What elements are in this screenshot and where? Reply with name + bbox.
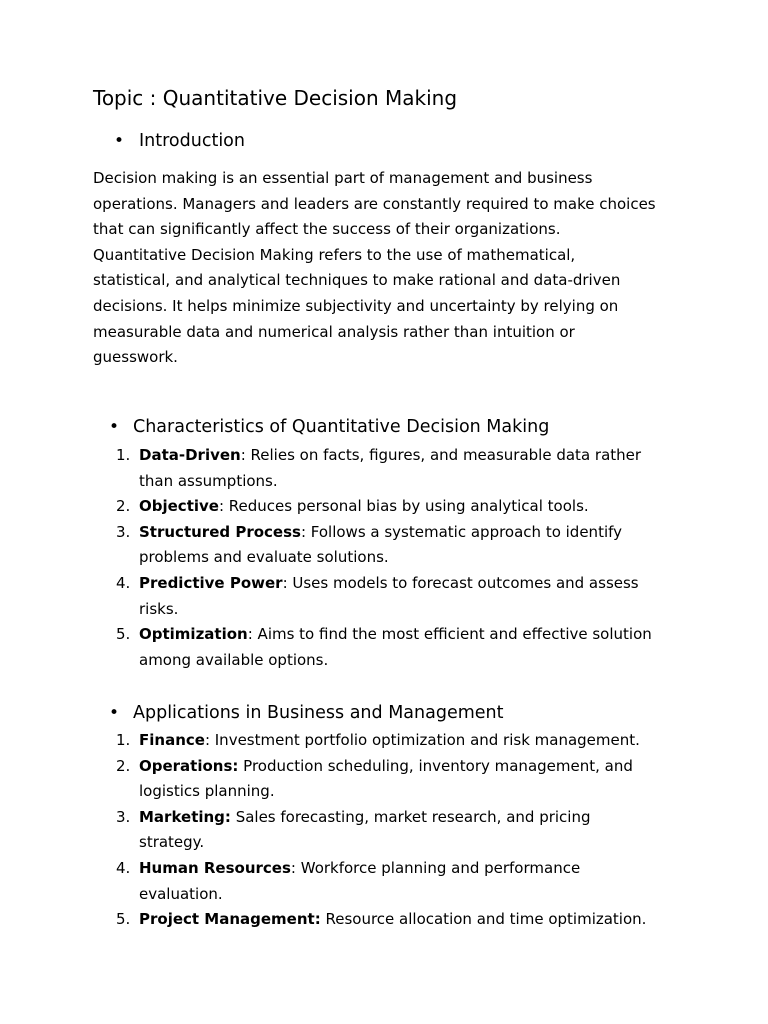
list-item <box>0 856 768 907</box>
list-text-cont: than assumptions. <box>139 471 278 490</box>
list-item <box>0 805 768 856</box>
bullet-icon: • <box>109 417 120 437</box>
paragraph-line: that can significantly affect the success of their organizations. <box>93 220 561 239</box>
list-item <box>0 443 768 494</box>
list-number: 1. <box>116 446 131 464</box>
intro-heading <box>114 129 414 153</box>
list-item <box>0 754 768 805</box>
paragraph-line: measurable data and numerical analysis rather than intuition or <box>93 322 575 341</box>
list-text-cont: strategy. <box>139 833 205 852</box>
page-title: Topic : Quantitative Decision Making <box>93 86 458 110</box>
applications-heading <box>109 701 609 725</box>
list-number: 1. <box>116 731 131 749</box>
list-number: 3. <box>116 807 131 826</box>
characteristics-list <box>0 443 768 673</box>
list-text-cont: among available options. <box>139 650 329 669</box>
bullet-icon: • <box>109 703 120 723</box>
paragraph-line: statistical, and analytical techniques to make rational and data-driven <box>93 271 621 290</box>
list-text: Resource allocation and time optimization. <box>320 910 647 929</box>
paragraph-line: decisions. It helps minimize subjectivity and uncertainty by relying on <box>93 296 619 315</box>
list-text: : Reduces personal bias by using analytical tools. <box>218 497 589 516</box>
list-number: 4. <box>116 858 131 877</box>
list-term: Data-Driven <box>139 446 241 464</box>
list-number: 5. <box>116 910 131 929</box>
list-term: Structured Process <box>139 522 301 541</box>
list-text: : Follows a systematic approach to identify <box>300 522 623 541</box>
list-number: 4. <box>116 573 131 592</box>
characteristics-heading-text: Characteristics of Quantitative Decision Making <box>133 417 550 437</box>
paragraph-line: guesswork. <box>93 348 178 367</box>
list-term: Operations: <box>139 756 239 775</box>
list-number: 2. <box>116 756 131 775</box>
list-text-cont: problems and evaluate solutions. <box>139 548 389 567</box>
characteristics-heading <box>109 415 609 439</box>
list-text: Sales forecasting, market research, and pricing <box>230 807 591 826</box>
list-text-cont: logistics planning. <box>139 782 275 801</box>
list-number: 3. <box>116 522 131 541</box>
list-term: Finance <box>139 731 205 749</box>
list-text: : Investment portfolio optimization and risk management. <box>204 731 640 749</box>
list-item <box>0 622 768 673</box>
list-item <box>0 520 768 571</box>
list-item <box>0 907 768 933</box>
paragraph-line: operations. Managers and leaders are constantly required to make choices <box>93 194 656 213</box>
list-text-cont: evaluation. <box>139 884 223 903</box>
list-item <box>0 571 768 622</box>
list-term: Objective <box>139 497 219 516</box>
applications-heading-text: Applications in Business and Management <box>133 703 504 723</box>
list-term: Predictive Power <box>139 573 283 592</box>
list-term: Human Resources <box>139 858 291 877</box>
list-text: : Workforce planning and performance <box>290 858 581 877</box>
list-text: : Aims to find the most efficient and effective solution <box>247 625 652 644</box>
list-number: 5. <box>116 625 131 644</box>
list-term: Marketing: <box>139 807 231 826</box>
list-term: Project Management: <box>139 910 321 929</box>
list-item <box>0 494 768 520</box>
list-text-cont: risks. <box>139 599 179 618</box>
paragraph-line: Decision making is an essential part of management and business <box>93 169 593 187</box>
list-text: : Uses models to forecast outcomes and assess <box>282 573 639 592</box>
list-term: Optimization <box>139 625 248 644</box>
intro-heading-text: Introduction <box>139 131 245 151</box>
list-text: : Relies on facts, figures, and measurable data rather <box>240 446 642 464</box>
list-number: 2. <box>116 497 131 516</box>
paragraph-line: Quantitative Decision Making refers to the use of mathematical, <box>93 245 576 264</box>
intro-paragraph <box>93 166 693 371</box>
bullet-icon: • <box>114 131 125 151</box>
applications-list <box>0 728 768 933</box>
list-item <box>0 728 768 754</box>
list-text: Production scheduling, inventory management, and <box>238 756 633 775</box>
